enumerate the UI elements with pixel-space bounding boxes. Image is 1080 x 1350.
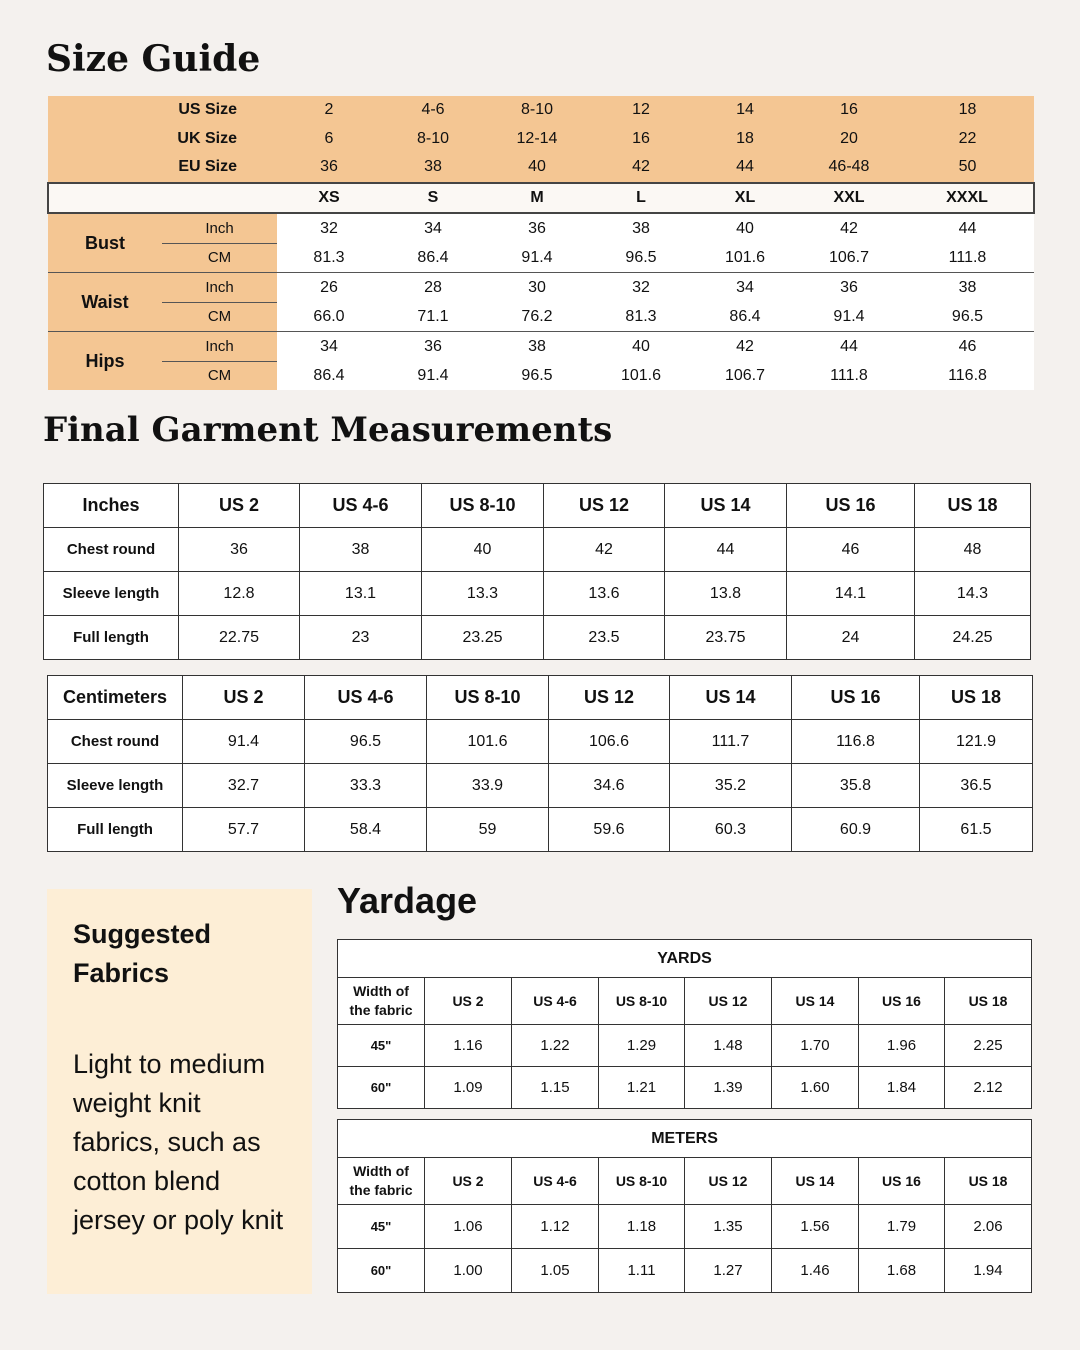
bust-inch-unit: Inch xyxy=(162,213,277,243)
hips-inch-cell: 36 xyxy=(381,332,485,362)
waist-cm-cell: 81.3 xyxy=(589,302,693,332)
width-label xyxy=(338,1158,425,1205)
value-cell: 116.8 xyxy=(792,720,920,764)
hips-cm-cell: 91.4 xyxy=(381,361,485,390)
waist-inch-cell: 30 xyxy=(485,273,589,303)
waist-cm-cell: 91.4 xyxy=(797,302,901,332)
header-cell: US 8-10 xyxy=(427,676,549,720)
value-cell: 22.75 xyxy=(179,616,300,660)
table-row xyxy=(338,1249,1032,1293)
value-cell: 33.3 xyxy=(305,764,427,808)
table-row xyxy=(44,528,1031,572)
us-size-cell: 4-6 xyxy=(381,96,485,125)
letter-size-cell: M xyxy=(485,183,589,214)
waist-cm-row xyxy=(48,302,1034,332)
value-cell: 96.5 xyxy=(305,720,427,764)
uk-size-cell: 12-14 xyxy=(485,125,589,154)
table-row xyxy=(338,1205,1032,1249)
uk-size-row xyxy=(48,125,1034,154)
header-cell: US 14 xyxy=(772,978,859,1025)
suggested-fabrics-title: Suggested Fabrics xyxy=(73,919,212,988)
header-cell: US 4-6 xyxy=(300,484,422,528)
value-cell: 1.22 xyxy=(512,1025,599,1067)
value-cell: 59.6 xyxy=(549,808,670,852)
hips-cm-cell: 106.7 xyxy=(693,361,797,390)
value-cell: 44 xyxy=(665,528,787,572)
waist-cm-unit: CM xyxy=(162,302,277,332)
yards-unit-label: YARDS xyxy=(338,940,1032,978)
letter-size-cell: XL xyxy=(693,183,797,214)
header-cell: US 2 xyxy=(179,484,300,528)
hips-inch-cell: 38 xyxy=(485,332,589,362)
eu-size-cell: 42 xyxy=(589,153,693,183)
value-cell: 35.2 xyxy=(670,764,792,808)
row-label: Sleeve length xyxy=(44,572,179,616)
row-label: Full length xyxy=(44,616,179,660)
bust-cm-cell: 106.7 xyxy=(797,243,901,273)
letter-size-cell: L xyxy=(589,183,693,214)
value-cell: 33.9 xyxy=(427,764,549,808)
bust-inch-cell: 42 xyxy=(797,213,901,243)
value-cell: 121.9 xyxy=(920,720,1033,764)
us-size-label: US Size xyxy=(48,96,277,125)
hips-cm-cell: 116.8 xyxy=(901,361,1034,390)
header-cell: US 12 xyxy=(685,978,772,1025)
value-cell: 1.12 xyxy=(512,1205,599,1249)
value-cell: 1.96 xyxy=(859,1025,945,1067)
bust-cm-cell: 101.6 xyxy=(693,243,797,273)
value-cell: 1.46 xyxy=(772,1249,859,1293)
hips-inch-row xyxy=(48,332,1034,362)
letter-size-blank xyxy=(48,183,277,214)
value-cell: 1.00 xyxy=(425,1249,512,1293)
header-cell: US 18 xyxy=(915,484,1031,528)
header-cell: US 18 xyxy=(945,978,1032,1025)
value-cell: 13.3 xyxy=(422,572,544,616)
value-cell: 35.8 xyxy=(792,764,920,808)
header-cell: US 14 xyxy=(670,676,792,720)
garment-inches-table xyxy=(43,483,1031,660)
value-cell: 1.11 xyxy=(599,1249,685,1293)
value-cell: 48 xyxy=(915,528,1031,572)
hips-inch-cell: 42 xyxy=(693,332,797,362)
value-cell: 36.5 xyxy=(920,764,1033,808)
uk-size-cell: 22 xyxy=(901,125,1034,154)
bust-inch-cell: 32 xyxy=(277,213,381,243)
value-cell: 59 xyxy=(427,808,549,852)
value-cell: 1.79 xyxy=(859,1205,945,1249)
value-cell: 23.75 xyxy=(665,616,787,660)
value-cell: 23.5 xyxy=(544,616,665,660)
waist-cm-cell: 76.2 xyxy=(485,302,589,332)
value-cell: 1.84 xyxy=(859,1067,945,1109)
value-cell: 1.06 xyxy=(425,1205,512,1249)
garment-centimeters-table xyxy=(47,675,1033,852)
eu-size-cell: 36 xyxy=(277,153,381,183)
garment-centimeters-header xyxy=(48,676,1033,720)
row-label: 60" xyxy=(338,1249,425,1293)
value-cell: 2.12 xyxy=(945,1067,1032,1109)
value-cell: 23 xyxy=(300,616,422,660)
waist-inch-unit: Inch xyxy=(162,273,277,303)
us-size-cell: 8-10 xyxy=(485,96,589,125)
meters-unit-row xyxy=(338,1120,1032,1158)
letter-size-cell: XXXL xyxy=(901,183,1034,214)
yardage-yards-table xyxy=(337,939,1032,1109)
meters-header-row xyxy=(338,1158,1032,1205)
us-size-cell: 2 xyxy=(277,96,381,125)
bust-inch-cell: 38 xyxy=(589,213,693,243)
final-garment-title: Final Garment Measurements xyxy=(43,410,613,450)
hips-cm-cell: 96.5 xyxy=(485,361,589,390)
header-cell: US 12 xyxy=(549,676,670,720)
header-cell: US 14 xyxy=(772,1158,859,1205)
value-cell: 2.06 xyxy=(945,1205,1032,1249)
eu-size-cell: 46-48 xyxy=(797,153,901,183)
value-cell: 34.6 xyxy=(549,764,670,808)
hips-cm-cell: 86.4 xyxy=(277,361,381,390)
hips-cm-unit: CM xyxy=(162,361,277,390)
header-cell: Inches xyxy=(44,484,179,528)
header-cell: US 8-10 xyxy=(599,978,685,1025)
bust-cm-cell: 86.4 xyxy=(381,243,485,273)
waist-inch-cell: 32 xyxy=(589,273,693,303)
value-cell: 1.18 xyxy=(599,1205,685,1249)
header-cell: US 16 xyxy=(859,1158,945,1205)
value-cell: 13.6 xyxy=(544,572,665,616)
header-cell: US 2 xyxy=(425,978,512,1025)
row-label: 60" xyxy=(338,1067,425,1109)
value-cell: 40 xyxy=(422,528,544,572)
value-cell: 46 xyxy=(787,528,915,572)
width-label-line: Width of xyxy=(353,1163,409,1179)
suggested-fabrics-text: Light to medium weight knit fabrics, such as cotton blend jersey or poly knit xyxy=(73,1049,284,1235)
us-size-cell: 18 xyxy=(901,96,1034,125)
value-cell: 1.60 xyxy=(772,1067,859,1109)
eu-size-label: EU Size xyxy=(48,153,277,183)
uk-size-cell: 20 xyxy=(797,125,901,154)
size-guide-table xyxy=(47,96,1035,390)
value-cell: 57.7 xyxy=(183,808,305,852)
row-label: 45" xyxy=(338,1025,425,1067)
width-label xyxy=(338,978,425,1025)
value-cell: 1.05 xyxy=(512,1249,599,1293)
value-cell: 1.68 xyxy=(859,1249,945,1293)
us-size-cell: 14 xyxy=(693,96,797,125)
value-cell: 1.21 xyxy=(599,1067,685,1109)
bust-cm-unit: CM xyxy=(162,243,277,273)
row-label: Full length xyxy=(48,808,183,852)
eu-size-cell: 50 xyxy=(901,153,1034,183)
yardage-meters-table xyxy=(337,1119,1032,1293)
waist-label: Waist xyxy=(48,273,162,332)
letter-size-cell: S xyxy=(381,183,485,214)
waist-cm-cell: 66.0 xyxy=(277,302,381,332)
us-size-cell: 12 xyxy=(589,96,693,125)
header-cell: US 8-10 xyxy=(599,1158,685,1205)
eu-size-cell: 44 xyxy=(693,153,797,183)
table-row xyxy=(338,1067,1032,1109)
bust-inch-cell: 36 xyxy=(485,213,589,243)
value-cell: 32.7 xyxy=(183,764,305,808)
hips-inch-cell: 44 xyxy=(797,332,901,362)
value-cell: 14.1 xyxy=(787,572,915,616)
header-cell: US 4-6 xyxy=(512,1158,599,1205)
header-cell: US 14 xyxy=(665,484,787,528)
letter-size-cell: XS xyxy=(277,183,381,214)
value-cell: 1.29 xyxy=(599,1025,685,1067)
waist-inch-row xyxy=(48,273,1034,303)
hips-inch-cell: 34 xyxy=(277,332,381,362)
value-cell: 1.35 xyxy=(685,1205,772,1249)
value-cell: 2.25 xyxy=(945,1025,1032,1067)
value-cell: 1.48 xyxy=(685,1025,772,1067)
header-cell: US 4-6 xyxy=(305,676,427,720)
value-cell: 61.5 xyxy=(920,808,1033,852)
table-row xyxy=(44,616,1031,660)
table-row xyxy=(44,572,1031,616)
suggested-fabrics-box xyxy=(47,889,312,1294)
value-cell: 91.4 xyxy=(183,720,305,764)
eu-size-cell: 40 xyxy=(485,153,589,183)
value-cell: 14.3 xyxy=(915,572,1031,616)
value-cell: 101.6 xyxy=(427,720,549,764)
header-cell: US 16 xyxy=(787,484,915,528)
hips-inch-unit: Inch xyxy=(162,332,277,362)
header-cell: US 16 xyxy=(859,978,945,1025)
uk-size-cell: 16 xyxy=(589,125,693,154)
value-cell: 1.27 xyxy=(685,1249,772,1293)
header-cell: US 2 xyxy=(183,676,305,720)
width-label-line: the fabric xyxy=(349,1002,413,1018)
header-cell: US 8-10 xyxy=(422,484,544,528)
hips-label: Hips xyxy=(48,332,162,391)
value-cell: 1.39 xyxy=(685,1067,772,1109)
uk-size-cell: 6 xyxy=(277,125,381,154)
hips-cm-cell: 101.6 xyxy=(589,361,693,390)
width-label-line: the fabric xyxy=(349,1182,413,1198)
yards-header-row xyxy=(338,978,1032,1025)
size-guide-title: Size Guide xyxy=(46,38,261,80)
row-label: 45" xyxy=(338,1205,425,1249)
header-cell: US 12 xyxy=(685,1158,772,1205)
letter-size-row xyxy=(48,183,1034,214)
value-cell: 1.94 xyxy=(945,1249,1032,1293)
value-cell: 1.56 xyxy=(772,1205,859,1249)
value-cell: 1.70 xyxy=(772,1025,859,1067)
value-cell: 60.3 xyxy=(670,808,792,852)
waist-inch-cell: 38 xyxy=(901,273,1034,303)
row-label: Chest round xyxy=(48,720,183,764)
value-cell: 12.8 xyxy=(179,572,300,616)
value-cell: 1.16 xyxy=(425,1025,512,1067)
eu-size-row xyxy=(48,153,1034,183)
eu-size-cell: 38 xyxy=(381,153,485,183)
value-cell: 13.8 xyxy=(665,572,787,616)
table-row xyxy=(48,764,1033,808)
waist-cm-cell: 71.1 xyxy=(381,302,485,332)
garment-inches-header xyxy=(44,484,1031,528)
us-size-row xyxy=(48,96,1034,125)
value-cell: 1.09 xyxy=(425,1067,512,1109)
hips-inch-cell: 46 xyxy=(901,332,1034,362)
table-row xyxy=(48,720,1033,764)
value-cell: 1.15 xyxy=(512,1067,599,1109)
letter-size-cell: XXL xyxy=(797,183,901,214)
bust-cm-cell: 111.8 xyxy=(901,243,1034,273)
waist-inch-cell: 36 xyxy=(797,273,901,303)
header-cell: US 18 xyxy=(920,676,1033,720)
value-cell: 13.1 xyxy=(300,572,422,616)
us-size-cell: 16 xyxy=(797,96,901,125)
waist-inch-cell: 34 xyxy=(693,273,797,303)
value-cell: 106.6 xyxy=(549,720,670,764)
value-cell: 58.4 xyxy=(305,808,427,852)
value-cell: 111.7 xyxy=(670,720,792,764)
bust-inch-cell: 40 xyxy=(693,213,797,243)
table-row xyxy=(338,1025,1032,1067)
header-cell: US 12 xyxy=(544,484,665,528)
row-label: Sleeve length xyxy=(48,764,183,808)
meters-unit-label: METERS xyxy=(338,1120,1032,1158)
header-cell: US 16 xyxy=(792,676,920,720)
value-cell: 38 xyxy=(300,528,422,572)
value-cell: 60.9 xyxy=(792,808,920,852)
row-label: Chest round xyxy=(44,528,179,572)
table-row xyxy=(48,808,1033,852)
uk-size-cell: 8-10 xyxy=(381,125,485,154)
header-cell: US 4-6 xyxy=(512,978,599,1025)
hips-cm-row xyxy=(48,361,1034,390)
bust-cm-cell: 96.5 xyxy=(589,243,693,273)
value-cell: 36 xyxy=(179,528,300,572)
uk-size-cell: 18 xyxy=(693,125,797,154)
waist-cm-cell: 86.4 xyxy=(693,302,797,332)
uk-size-label: UK Size xyxy=(48,125,277,154)
bust-cm-cell: 81.3 xyxy=(277,243,381,273)
bust-cm-row xyxy=(48,243,1034,273)
bust-inch-cell: 34 xyxy=(381,213,485,243)
hips-cm-cell: 111.8 xyxy=(797,361,901,390)
waist-cm-cell: 96.5 xyxy=(901,302,1034,332)
waist-inch-cell: 28 xyxy=(381,273,485,303)
value-cell: 24 xyxy=(787,616,915,660)
bust-inch-row xyxy=(48,213,1034,243)
hips-inch-cell: 40 xyxy=(589,332,693,362)
bust-inch-cell: 44 xyxy=(901,213,1034,243)
value-cell: 42 xyxy=(544,528,665,572)
yards-unit-row xyxy=(338,940,1032,978)
bust-label: Bust xyxy=(48,213,162,273)
value-cell: 23.25 xyxy=(422,616,544,660)
yardage-title: Yardage xyxy=(337,880,478,921)
header-cell: US 18 xyxy=(945,1158,1032,1205)
width-label-line: Width of xyxy=(353,983,409,999)
value-cell: 24.25 xyxy=(915,616,1031,660)
header-cell: US 2 xyxy=(425,1158,512,1205)
bust-cm-cell: 91.4 xyxy=(485,243,589,273)
header-cell: Centimeters xyxy=(48,676,183,720)
waist-inch-cell: 26 xyxy=(277,273,381,303)
